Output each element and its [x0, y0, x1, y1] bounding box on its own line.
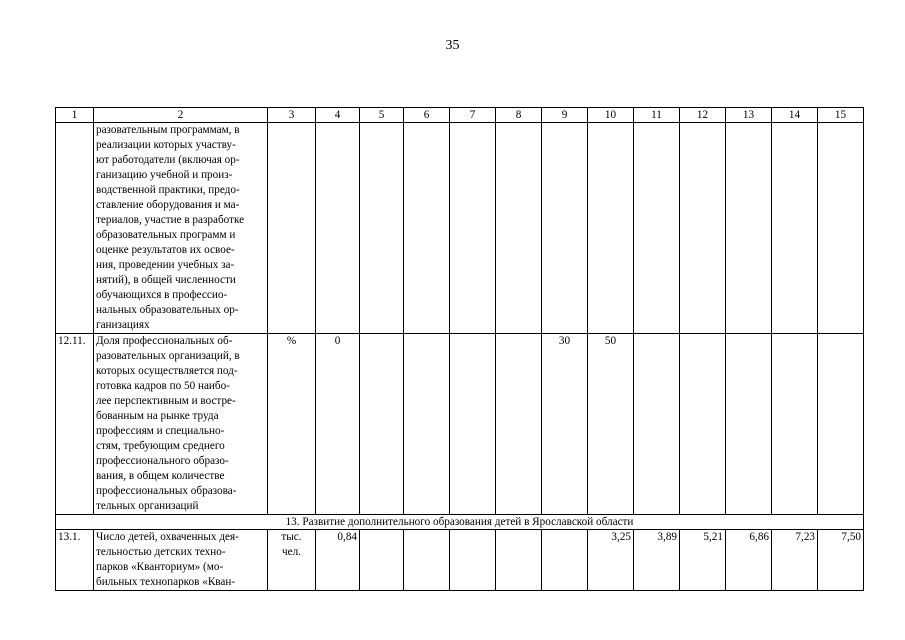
row-value-col-8 [496, 530, 542, 591]
row-value-col-5 [360, 334, 404, 515]
row-value-col-13 [726, 123, 772, 334]
indicator-text-line: образовательных программ и [96, 229, 236, 241]
row-indicator-text [94, 123, 268, 334]
row-value-col-14 [772, 123, 818, 334]
column-header-11: 11 [634, 108, 680, 123]
column-header-14: 14 [772, 108, 818, 123]
indicator-text-line: профессиональных образова- [96, 485, 237, 497]
row-value-col-10 [588, 123, 634, 334]
row-code [56, 123, 94, 334]
row-value-col-6 [404, 530, 450, 591]
row-value-col-15 [818, 123, 864, 334]
table-row [56, 334, 864, 515]
column-header-1: 1 [56, 108, 94, 123]
column-header-5: 5 [360, 108, 404, 123]
row-value-col-14: 7,23 [772, 530, 818, 591]
indicator-text-line: ния, проведении учебных за- [96, 259, 235, 271]
indicator-text-line: разовательным программам, в [96, 124, 240, 136]
column-header-8: 8 [496, 108, 542, 123]
indicator-text-line: Число детей, охваченных дея- [96, 531, 239, 543]
header-row [56, 108, 864, 123]
row-value-col-9 [542, 123, 588, 334]
indicator-text-line: стям, требующим среднего [96, 440, 225, 452]
column-header-15: 15 [818, 108, 864, 123]
row-value-col-11 [634, 334, 680, 515]
indicator-text-line: териалов, участие в разработке [96, 214, 245, 226]
column-header-7: 7 [450, 108, 496, 123]
column-header-13: 13 [726, 108, 772, 123]
indicator-text-line: тельных организаций [96, 500, 199, 512]
row-unit [268, 530, 316, 591]
indicator-text-line: которых осуществляется под- [96, 365, 238, 377]
row-value-col-11: 3,89 [634, 530, 680, 591]
column-header-10: 10 [588, 108, 634, 123]
indicator-text-line: ганизацию учебной и произ- [96, 169, 233, 181]
row-unit [268, 123, 316, 334]
indicator-text-line: профессионального образо- [96, 455, 229, 467]
indicator-text-line: реализации которых участву- [96, 139, 236, 151]
row-value-col-4 [316, 123, 360, 334]
indicator-text-line: тельностью детских техно- [96, 546, 226, 558]
row-value-col-9 [542, 530, 588, 591]
row-value-col-13: 6,86 [726, 530, 772, 591]
row-value-col-7 [450, 123, 496, 334]
section-row [56, 515, 864, 530]
row-value-col-10: 50 [588, 334, 634, 515]
row-value-col-13 [726, 334, 772, 515]
indicator-text-line: ставление оборудования и ма- [96, 199, 240, 211]
row-value-col-10: 3,25 [588, 530, 634, 591]
row-value-col-11 [634, 123, 680, 334]
indicator-text-line: нальных образовательных ор- [96, 304, 239, 316]
row-value-col-14 [772, 334, 818, 515]
table-row [56, 530, 864, 591]
indicator-text-line: парков «Кванториум» (мо- [96, 561, 224, 573]
row-value-col-15: 7,50 [818, 530, 864, 591]
indicator-text-line: Доля профессиональных об- [96, 335, 233, 347]
row-value-col-4: 0,84 [316, 530, 360, 591]
indicator-text-line: нятий), в общей численности [96, 274, 236, 286]
row-value-col-12 [680, 334, 726, 515]
row-value-col-8 [496, 334, 542, 515]
indicator-text-line: разовательных организаций, в [96, 350, 240, 362]
column-header-12: 12 [680, 108, 726, 123]
column-header-6: 6 [404, 108, 450, 123]
unit-text-line: чел. [282, 546, 301, 558]
row-value-col-6 [404, 334, 450, 515]
indicator-text-line: бильных технопарков «Кван- [96, 576, 236, 588]
indicator-text-line: ганизациях [96, 319, 150, 331]
row-value-col-4: 0 [316, 334, 360, 515]
row-value-col-8 [496, 123, 542, 334]
row-unit: % [268, 334, 316, 515]
row-value-col-7 [450, 530, 496, 591]
column-header-4: 4 [316, 108, 360, 123]
indicator-text-line: лее перспективным и востре- [96, 395, 236, 407]
row-indicator-text [94, 334, 268, 515]
table-row [56, 123, 864, 334]
row-value-col-12 [680, 123, 726, 334]
column-header-3: 3 [268, 108, 316, 123]
data-table [55, 107, 864, 591]
column-header-9: 9 [542, 108, 588, 123]
row-value-col-6 [404, 123, 450, 334]
row-indicator-text [94, 530, 268, 591]
section-title: 13. Развитие дополнительного образования детей в Ярославской области [56, 515, 864, 530]
row-value-col-9: 30 [542, 334, 588, 515]
indicator-text-line: профессиям и специально- [96, 425, 225, 437]
row-value-col-5 [360, 123, 404, 334]
indicator-text-line: обучающихся в профессио- [96, 289, 228, 301]
indicator-text-line: ют работодатели (включая ор- [96, 154, 240, 166]
column-header-2: 2 [94, 108, 268, 123]
indicator-text-line: бованным на рынке труда [96, 410, 219, 422]
indicator-text-line: вания, в общем количестве [96, 470, 225, 482]
indicator-text-line: готовка кадров по 50 наибо- [96, 380, 230, 392]
row-code: 13.1. [56, 530, 94, 591]
indicator-text-line: оценке результатов их освое- [96, 244, 235, 256]
page-number: 35 [445, 38, 460, 53]
row-value-col-7 [450, 334, 496, 515]
unit-text-line: тыс. [281, 531, 302, 543]
row-value-col-12: 5,21 [680, 530, 726, 591]
row-value-col-15 [818, 334, 864, 515]
indicator-text-line: водственной практики, предо- [96, 184, 240, 196]
row-code: 12.11. [56, 334, 94, 515]
row-value-col-5 [360, 530, 404, 591]
